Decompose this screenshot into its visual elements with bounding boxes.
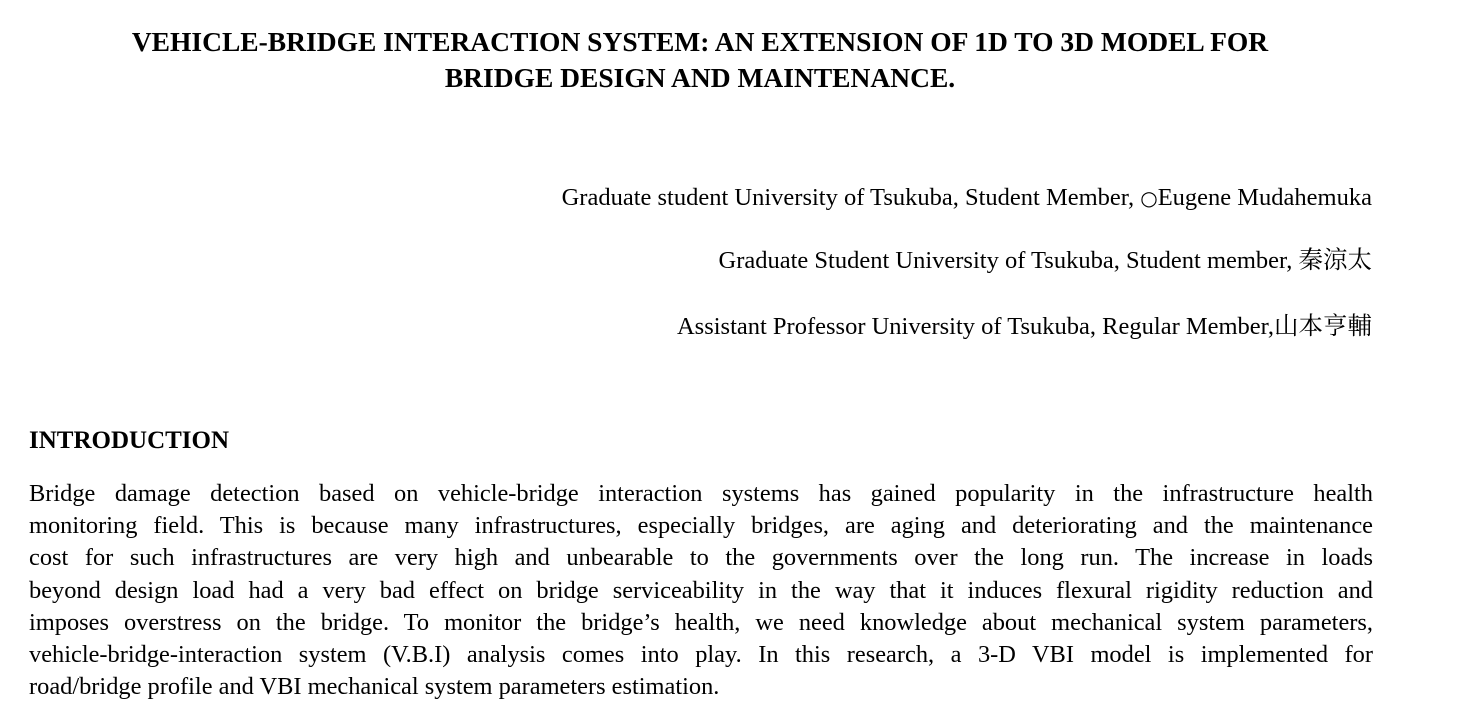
- author-affiliation: Graduate student University of Tsukuba, Student Member,: [561, 184, 1141, 211]
- author-name: 秦涼太: [1298, 247, 1372, 274]
- section-heading: INTRODUCTION: [29, 427, 230, 454]
- paper-title: [0, 24, 1400, 96]
- author-name: 山本亨輔: [1274, 313, 1372, 340]
- paragraph-line: beyond design load had a very bad effect on bridge serviceability in the way that it induces flexural rigidity reduction and: [29, 576, 1373, 604]
- author-entry: [562, 180, 1372, 216]
- paragraph-line: imposes overstress on the bridge. To monitor the bridge’s health, we need knowledge about mechanical system parameters,: [29, 608, 1373, 636]
- author-entry: [719, 243, 1373, 279]
- presenter-marker: ○: [1140, 186, 1158, 210]
- introduction-paragraph: [29, 478, 1373, 703]
- author-entry: [677, 309, 1372, 345]
- paragraph-line: Bridge damage detection based on vehicle-bridge interaction systems has gained popularity in the infrastructure health: [29, 480, 1373, 507]
- paragraph-line: monitoring field. This is because many infrastructures, especially bridges, are aging and deteriorating and the maintenance: [29, 512, 1373, 540]
- author-affiliation: Graduate Student University of Tsukuba, Student member,: [718, 247, 1299, 274]
- title-line-2: BRIDGE DESIGN AND MAINTENANCE.: [444, 62, 956, 93]
- paragraph-line: cost for such infrastructures are very high and unbearable to the governments over the long run. The increase in loads: [29, 544, 1373, 572]
- paragraph-line: vehicle-bridge-interaction system (V.B.I) analysis comes into play. In this research, a 3-D VBI model is implemented for: [29, 641, 1373, 669]
- author-name: Eugene Mudahemuka: [1157, 184, 1372, 211]
- paragraph-line: road/bridge profile and VBI mechanical system parameters estimation.: [29, 673, 720, 701]
- title-line-1: VEHICLE-BRIDGE INTERACTION SYSTEM: AN EXTENSION OF 1D TO 3D MODEL FOR: [131, 26, 1269, 57]
- author-affiliation: Assistant Professor University of Tsukuba, Regular Member,: [676, 313, 1274, 340]
